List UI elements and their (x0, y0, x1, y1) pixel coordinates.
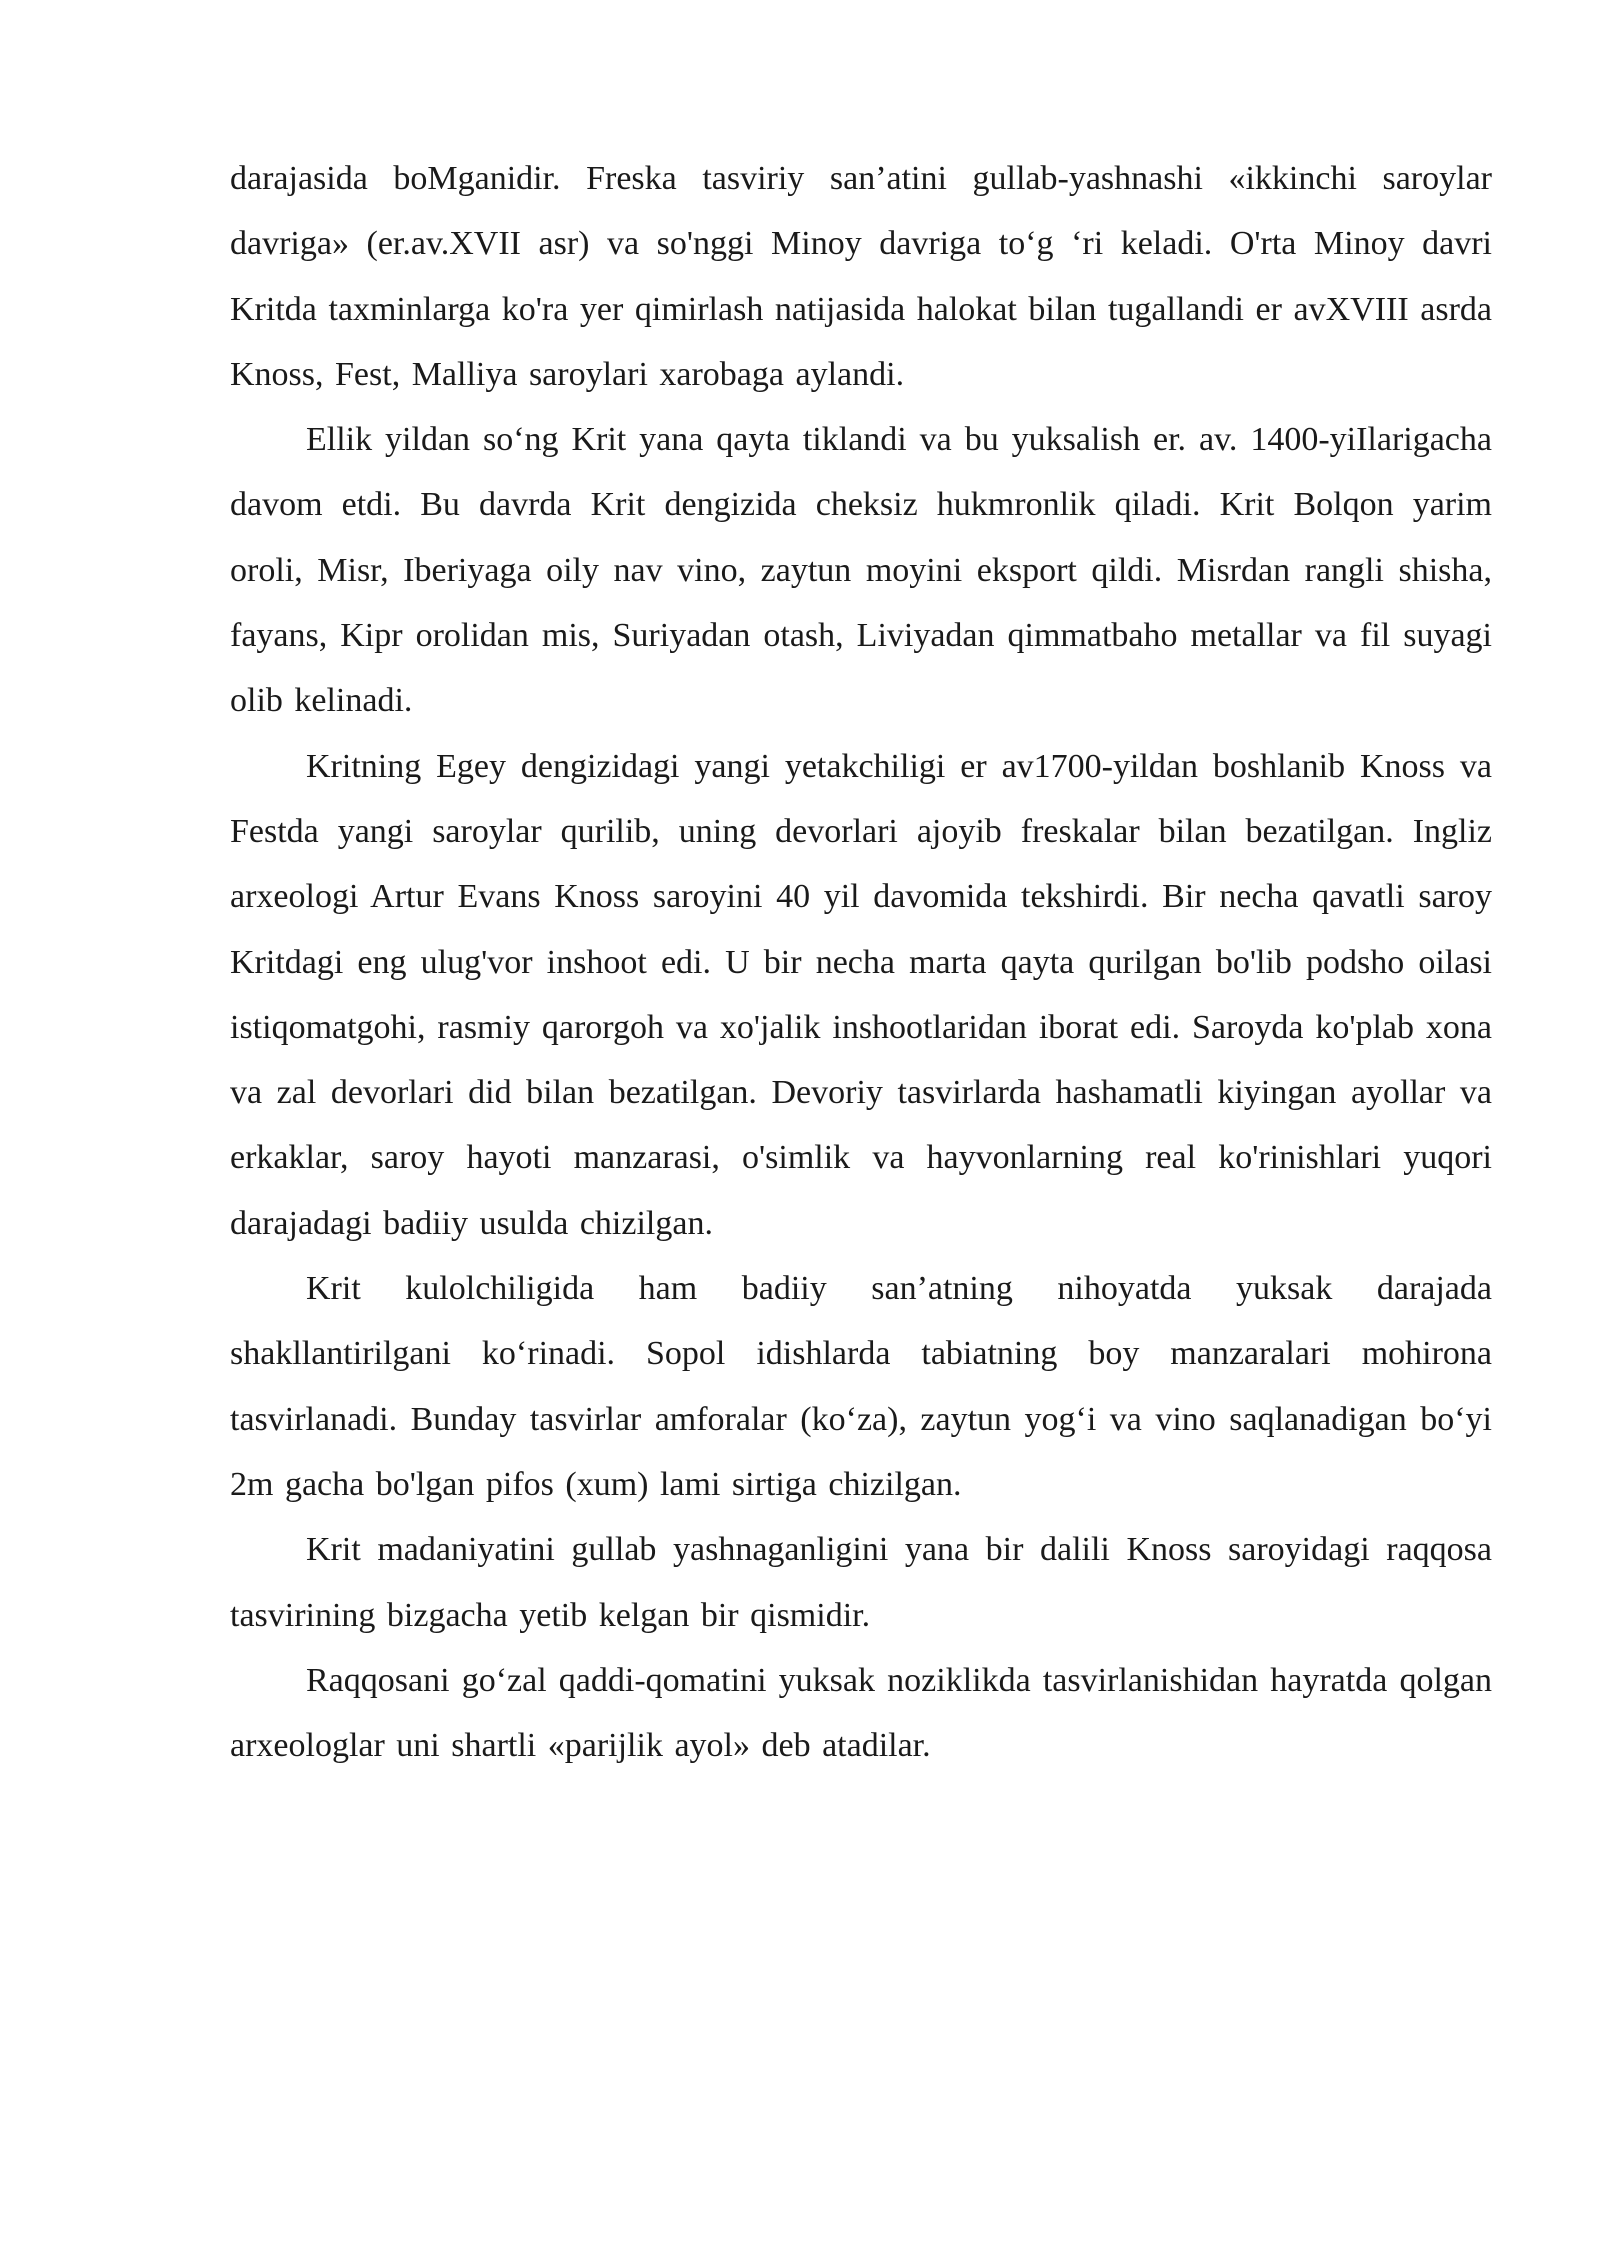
document-body (230, 146, 1492, 1778)
paragraph-6: Raqqosani go‘zal qaddi-qomatini yuksak noziklikda tasvirlanishidan hayratda qolgan arxeologlar uni shartli «parijlik ayol» deb atadilar. (230, 1661, 1492, 1765)
paragraph-1: darajasida boMganidir. Freska tasviriy san’atini gullab-yashnashi «ikkinchi saroylar davriga» (er.av.XVII asr) va so'nggi Minoy davriga to‘g ‘ri keladi. O'rta Minoy davri Kritda taxminlarga ko'ra yer qimirlash natijasida halokat bilan tugallandi er avXVIII asrda Knoss, Fest, Malliya saroylari xarobaga aylandi. (230, 160, 1492, 393)
paragraph-2: Ellik yildan so‘ng Krit yana qayta tiklandi va bu yuksalish er. av. 1400-yiIlarigacha davom etdi. Bu davrda Krit dengizida cheksiz hukmronlik qiladi. Krit Bolqon yarim oroli, Misr, Iberiyaga oily nav vino, zaytun moyini eksport qildi. Misrdan rangli shisha, fayans, Kipr orolidan mis, Suriyadan otash, Liviyadan qimmatbaho metallar va fil suyagi olib kelinadi. (230, 421, 1492, 720)
paragraph-4: Krit kulolchiligida ham badiiy san’atning nihoyatda yuksak darajada shakllantirilgani ko‘rinadi. Sopol idishlarda tabiatning boy manzaralari mohirona tasvirlanadi. Bunday tasvirlar amforalar (ko‘za), zaytun yog‘i va vino saqlanadigan bo‘yi 2m gacha bo'lgan pifos (xum) lami sirtiga chizilgan. (230, 1270, 1492, 1503)
paragraph-3: Kritning Egey dengizidagi yangi yetakchiligi er av1700-yildan boshlanib Knoss va Festda yangi saroylar qurilib, uning devorlari ajoyib freskalar bilan bezatilgan. Ingliz arxeologi Artur Evans Knoss saroyini 40 yil davomida tekshirdi. Bir necha qavatli saroy Kritdagi eng ulug'vor inshoot edi. U bir necha marta qayta qurilgan bo'lib podsho oilasi istiqomatgohi, rasmiy qarorgoh va xo'jalik inshootlaridan iborat edi. Saroyda ko'plab xona va zal devorlari did bilan bezatilgan. Devoriy tasvirlarda hashamatli kiyingan ayollar va erkaklar, saroy hayoti manzarasi, o'simlik va hayvonlarning real ko'rinishlari yuqori darajadagi badiiy usulda chizilgan. (230, 747, 1492, 1242)
paragraph-5: Krit madaniyatini gullab yashnaganligini yana bir dalili Knoss saroyidagi raqqosa tasvirining bizgacha yetib kelgan bir qismidir. (230, 1531, 1492, 1634)
